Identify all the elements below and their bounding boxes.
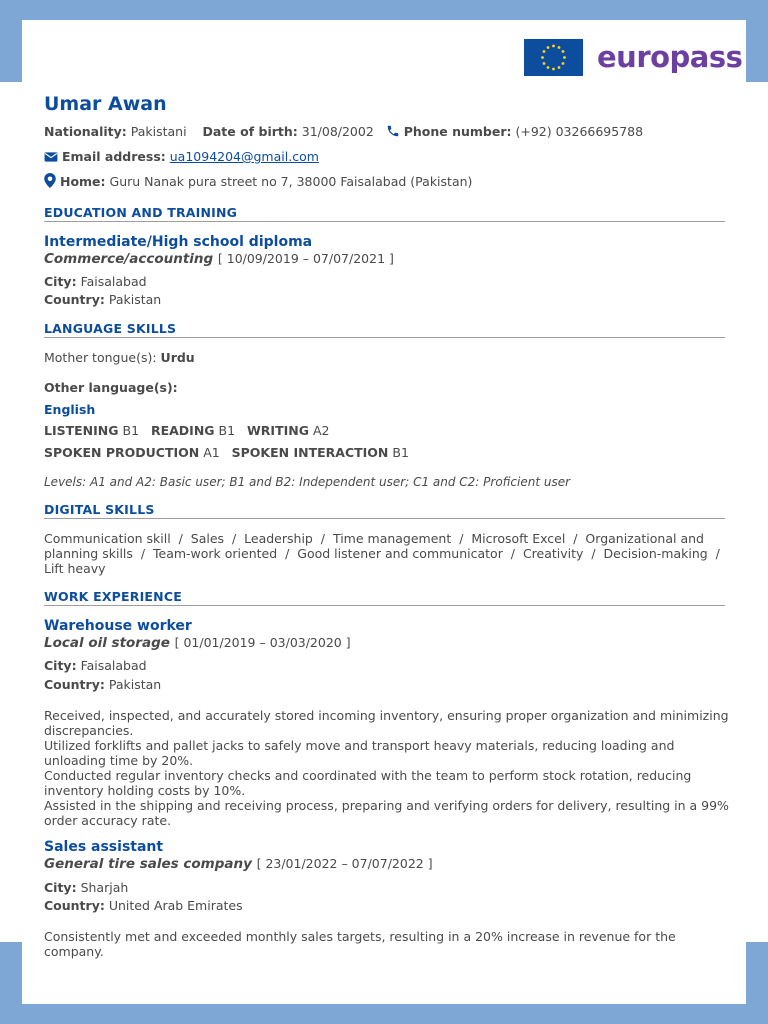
page-frame-bottom <box>0 1004 768 1024</box>
job-dates-2: [ 23/01/2022 – 07/07/2022 ] <box>256 856 433 871</box>
job-country-1: Pakistan <box>108 677 162 692</box>
job-country-label-2: Country: <box>44 898 105 913</box>
home-label: Home: <box>59 174 106 189</box>
education-subtitle: Commerce/accounting <box>44 251 214 267</box>
phone-icon <box>386 124 404 139</box>
home-value: Guru Nanak pura street no 7, 38000 Faisalabad (Pakistan) <box>109 174 473 189</box>
mother-tongue-label: Mother tongue(s): <box>44 350 157 365</box>
spoken-interaction-label: SPOKEN INTERACTION <box>231 445 389 460</box>
personal-info-row-1 <box>44 124 643 139</box>
dob-label: Date of birth: <box>202 124 298 139</box>
job-city-label-2: City: <box>44 880 77 895</box>
europass-logo <box>524 38 742 76</box>
job-desc-line: Received, inspected, and accurately stored incoming inventory, ensuring proper organization and minimizing discrepancies. <box>44 708 729 738</box>
education-city-row <box>44 274 147 289</box>
education-country-row <box>44 292 161 307</box>
home-row <box>44 173 472 189</box>
candidate-name: Umar Awan <box>44 93 167 115</box>
education-country-label: Country: <box>44 292 105 307</box>
job-description-1 <box>44 708 729 828</box>
reading-label: READING <box>150 423 215 438</box>
language-levels-row-2 <box>44 445 409 460</box>
listening-level: B1 <box>122 423 140 438</box>
job-title-2: Sales assistant <box>44 839 164 855</box>
phone-value: (+92) 03266695788 <box>515 124 644 139</box>
writing-label: WRITING <box>247 423 309 438</box>
language-name: English <box>44 402 96 417</box>
job-description-2 <box>44 929 729 959</box>
job-desc-line: Consistently met and exceeded monthly sales targets, resulting in a 20% increase in revenue for the company. <box>44 929 676 959</box>
job-employer-row-2 <box>44 856 433 872</box>
levels-note: Levels: A1 and A2: Basic user; B1 and B2: Independent user; C1 and C2: Proficient user <box>44 475 571 489</box>
mother-tongue-value: Urdu <box>160 350 195 365</box>
job-country-label-1: Country: <box>44 677 105 692</box>
digital-skills-list: Communication skill / Sales / Leadership / Time management / Microsoft Excel / Organizational and planning skills / Team-work oriented / Good listener and communicator / Creativity / Decision-making / Lift heavy <box>44 531 728 576</box>
page-frame-top <box>0 0 768 20</box>
eu-flag-icon <box>524 39 583 76</box>
section-heading-education: EDUCATION AND TRAINING <box>44 205 725 222</box>
job-employer-2: General tire sales company <box>44 856 252 872</box>
education-title: Intermediate/High school diploma <box>44 234 313 250</box>
page-margin-left <box>0 82 22 942</box>
job-city-label-1: City: <box>44 658 77 673</box>
job-employer-1: Local oil storage <box>44 635 170 651</box>
spoken-production-label: SPOKEN PRODUCTION <box>44 445 200 460</box>
education-country: Pakistan <box>108 292 162 307</box>
dob-value: 31/08/2002 <box>301 124 374 139</box>
job-desc-line: Assisted in the shipping and receiving process, preparing and verifying orders for delivery, resulting in a 99% order accuracy rate. <box>44 798 729 828</box>
job-country-row-2 <box>44 898 243 913</box>
job-city-1: Faisalabad <box>80 658 147 673</box>
job-country-2: United Arab Emirates <box>108 898 243 913</box>
job-dates-1: [ 01/01/2019 – 03/03/2020 ] <box>174 635 351 650</box>
reading-level: B1 <box>218 423 236 438</box>
nationality-label: Nationality: <box>44 124 127 139</box>
job-city-2: Sharjah <box>80 880 129 895</box>
location-pin-icon <box>44 174 60 189</box>
job-desc-line: Conducted regular inventory checks and coordinated with the team to perform stock rotation, reducing inventory holding costs by 10%. <box>44 768 692 798</box>
spoken-interaction-level: B1 <box>392 445 409 460</box>
language-levels-row-1 <box>44 423 329 438</box>
education-dates: [ 10/09/2019 – 07/07/2021 ] <box>217 251 394 266</box>
page-margin-right <box>746 82 768 942</box>
email-row <box>44 149 319 164</box>
section-heading-work: WORK EXPERIENCE <box>44 589 725 606</box>
section-heading-digital: DIGITAL SKILLS <box>44 502 725 519</box>
job-title-1: Warehouse worker <box>44 618 192 634</box>
job-desc-line: Utilized forklifts and pallet jacks to safely move and transport heavy materials, reducing loading and unloading time by 20%. <box>44 738 675 768</box>
cv-page <box>22 20 746 1004</box>
phone-label: Phone number: <box>403 124 512 139</box>
spoken-production-level: A1 <box>203 445 220 460</box>
writing-level: A2 <box>312 423 330 438</box>
other-languages-label: Other language(s): <box>44 380 178 395</box>
section-heading-languages: LANGUAGE SKILLS <box>44 321 725 338</box>
job-city-row-1 <box>44 658 147 673</box>
listening-label: LISTENING <box>44 423 119 438</box>
job-country-row-1 <box>44 677 161 692</box>
job-employer-row-1 <box>44 635 351 651</box>
email-link[interactable]: ua1094204@gmail.com <box>169 149 319 164</box>
nationality-value: Pakistani <box>130 124 187 139</box>
email-label: Email address: <box>61 149 166 164</box>
education-city: Faisalabad <box>80 274 147 289</box>
education-subtitle-row <box>44 251 394 267</box>
other-languages-row <box>44 380 178 395</box>
mother-tongue-row <box>44 350 195 365</box>
europass-logo-text: europass <box>597 40 743 74</box>
job-city-row-2 <box>44 880 128 895</box>
email-icon <box>44 149 62 164</box>
education-city-label: City: <box>44 274 77 289</box>
